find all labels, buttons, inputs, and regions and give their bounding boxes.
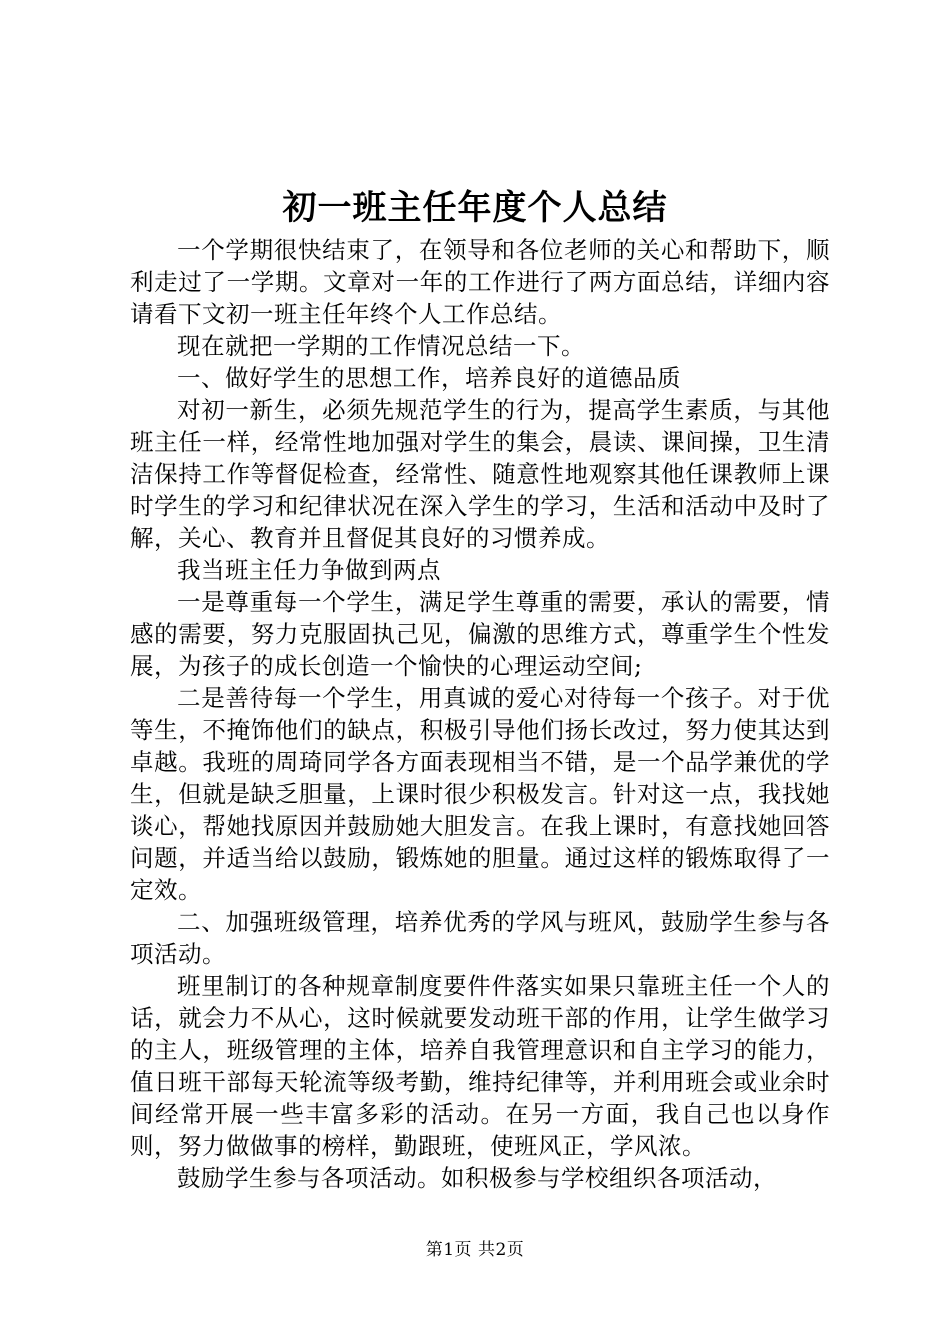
- paragraph-activities: 鼓励学生参与各项活动。如积极参与学校组织各项活动，: [177, 1164, 777, 1192]
- section-heading-1: 一、做好学生的思想工作，培养良好的道德品质: [177, 364, 681, 392]
- paragraph-two-points: 我当班主任力争做到两点: [177, 556, 441, 584]
- section-heading-2: 二、加强班级管理，培养优秀的学风与班风，鼓励学生参与各项活动。: [130, 908, 830, 968]
- paragraph-point-one: 一是尊重每一个学生，满足学生尊重的需要，承认的需要，情感的需要，努力克服固执己见，偏激的思维方式，尊重学生个性发展，为孩子的成长创造一个愉快的心理运动空间;: [130, 588, 830, 680]
- paragraph-point-two: 二是善待每一个学生，用真诚的爱心对待每一个孩子。对于优等生，不掩饰他们的缺点，积极引导他们扬长改过，努力使其达到卓越。我班的周琦同学各方面表现相当不错，是一个品学兼优的学生，但就是缺乏胆量，上课时很少积极发言。针对这一点，我找她谈心，帮她找原因并鼓励她大胆发言。在我上课时，有意找她回答问题，并适当给以鼓励，锻炼她的胆量。通过这样的锻炼取得了一定效。: [130, 684, 830, 904]
- paragraph-class-management: 班里制订的各种规章制度要件件落实如果只靠班主任一个人的话，就会力不从心，这时候就要发动班干部的作用，让学生做学习的主人，班级管理的主体，培养自我管理意识和自主学习的能力，值日班干部每天轮流等级考勤，维持纪律等，并利用班会或业余时间经常开展一些丰富多彩的活动。在另一方面，我自己也以身作则，努力做做事的榜样，勤跟班，使班风正，学风浓。: [130, 972, 830, 1160]
- paragraph-intro: 一个学期很快结束了，在领导和各位老师的关心和帮助下，顺利走过了一学期。文章对一年的工作进行了两方面总结，详细内容请看下文初一班主任年终个人工作总结。: [130, 236, 830, 328]
- paragraph-behavior: 对初一新生，必须先规范学生的行为，提高学生素质，与其他班主任一样，经常性地加强对学生的集会，晨读、课间操，卫生清洁保持工作等督促检查，经常性、随意性地观察其他任课教师上课时学生的学习和纪律状况在深入学生的学习，生活和活动中及时了解，关心、教育并且督促其良好的习惯养成。: [130, 396, 830, 552]
- document-body: [130, 234, 830, 1194]
- document-title: 初一班主任年度个人总结: [282, 188, 668, 228]
- page-footer: 第1页 共2页: [425, 1240, 525, 1260]
- paragraph-summary-lead: 现在就把一学期的工作情况总结一下。: [177, 332, 585, 360]
